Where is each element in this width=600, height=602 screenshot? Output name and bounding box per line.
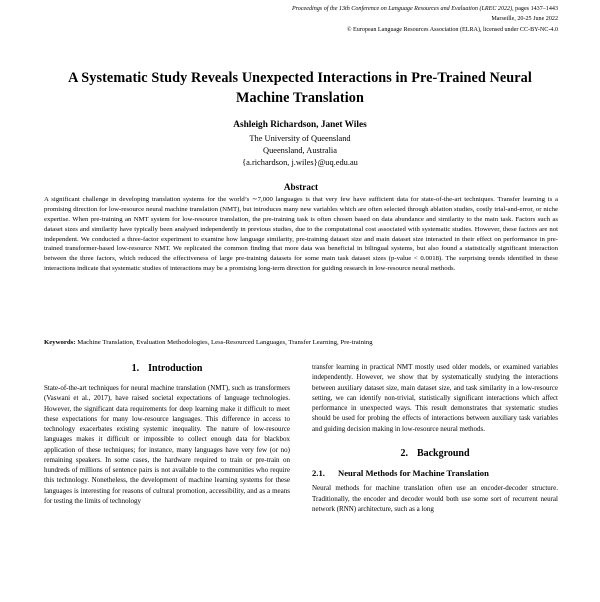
paragraph-introduction: State-of-the-art techniques for neural machine translation (NMT), such as transformers (Vaswani et al., 2017), have raised societal expectations of language technologies. However, the significant data requirements for deep learning make it difficult to meet these expectations for many low-resource languages. This difference in access to technology exacerbates existing systemic inequality. The nature of low-resource languages makes it difficult or impossible to collect enough data for blackbox application of these techniques; for instance, many languages have very few (or no) remaining speakers. In some cases, the hardware required to train or pre-train on hundreds of millions of sentence pairs is not available to the communities who require this technology. Nonetheless, the development of machine learning systems for these languages is interesting for reasons of cultural promotion, accessibility, and as a means for testing the limits of technology (44, 384, 290, 505)
author-location: Queensland, Australia (263, 146, 337, 156)
paragraph-neural-methods: Neural methods for machine translation often use an encoder-decoder structure. Traditionally, the encoder and decoder would both use some sort of recurrent neural network (RNN) architecture, such as a long (312, 484, 558, 513)
author-names: Ashleigh Richardson, Janet Wiles (233, 120, 367, 130)
page-title: A Systematic Study Reveals Unexpected Interactions in Pre-Trained Neural Machine Translation (68, 70, 532, 107)
section-heading-introduction (44, 362, 290, 375)
keywords-label: Keywords: (44, 339, 76, 346)
section-number-2: 2. (400, 447, 408, 459)
left-column (44, 362, 290, 602)
keywords-block (44, 338, 558, 347)
subsection-heading-neural-methods (312, 468, 558, 480)
author-block (62, 119, 538, 169)
keywords-list: Machine Translation, Evaluation Methodologies, Less-Resourced Languages, Transfer Learning, Pre-training (75, 339, 373, 346)
subsection-number-21: 2.1. (312, 467, 325, 478)
abstract-block (44, 182, 558, 274)
author-email: {a.richardson, j.wiles}@uq.edu.au (242, 158, 358, 168)
header-venue-date: Marseille, 20-25 June 2022 (491, 16, 558, 23)
body-columns (44, 362, 558, 602)
section-number-1: 1. (131, 363, 140, 374)
publication-header (44, 4, 558, 35)
section-heading-background (312, 447, 558, 460)
header-page-range: , pages 1437–1443 (512, 6, 558, 12)
header-proceedings-title: Proceedings of the 13th Conference on Language Resources and Evaluation (LREC 2022) (291, 6, 513, 12)
title-block (62, 68, 538, 108)
abstract-heading: Abstract (283, 182, 319, 192)
subsection-title-21: Neural Methods for Machine Translation (338, 467, 489, 478)
section-title-1: Introduction (148, 363, 203, 374)
abstract-text: A significant challenge in developing translation systems for the world’s ∼7,000 languages is that very few have sufficient data for state-of-the-art techniques. Transfer learning is a promising direction for low-resource neural machine translation (NMT), but introduces many new variables which are often selected through ablation studies, costly trial-and-error, or niche expertise. When pre-training an NMT system for low-resource translation, the pre-training task is often chosen based on data abundance and similarity to the main task. Factors such as dataset sizes and similarity have typically been analysed independently in previous studies, due to the computational cost associated with systematic studies. However, these factors are not independent. We conducted a three-factor experiment to examine how language similarity, pre-training dataset size and main dataset size interacted in their effect on performance in pre-trained transformer-based low-resource NMT. We replicated the common finding that more data was beneficial in bilingual systems, but also found a statistically significant interaction between the three factors, which reduced the effectiveness of large pre-training datasets for some main task dataset sizes (p-value < 0.0018). The surprising trends identified in these interactions indicate that systematic studies of interactions may be a promising long-term direction for guiding research in low-resource neural methods. (44, 196, 558, 273)
section-title-2: Background (416, 447, 470, 459)
paragraph-introduction-continued: transfer learning in practical NMT mostly used older models, or examined variables independently. However, we show that by systematically studying the interactions between auxiliary dataset size, main dataset size, and task similarity in a low-resource setting, we can identify non-trivial, statistically significant interactions which affect performance in unexpected ways. This result demonstrates that systematic studies should be used for probing the effects of interactions between auxiliary task variables and guiding decision making in low-resource neural methods. (312, 363, 558, 433)
header-copyright-license: © European Language Resources Association (ELRA), licensed under CC-BY-NC-4.0 (346, 26, 558, 33)
header-proceedings-line (44, 4, 558, 14)
author-affiliation: The University of Queensland (249, 134, 351, 144)
right-column (312, 362, 558, 602)
